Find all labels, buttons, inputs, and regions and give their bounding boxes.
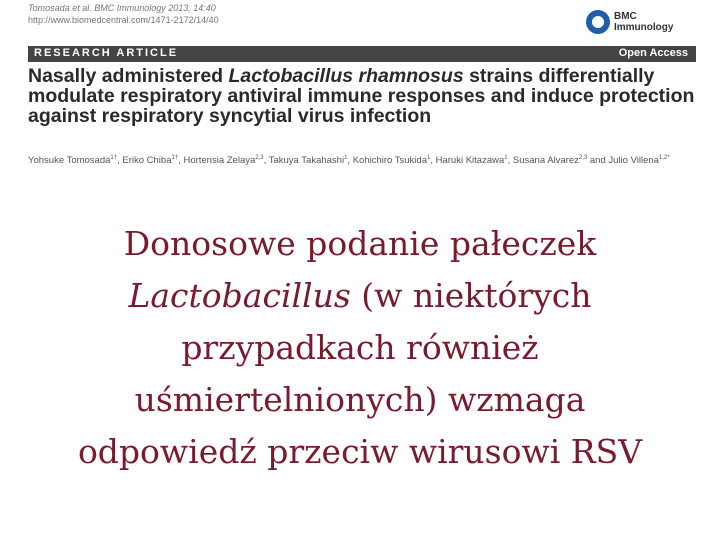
caption-line-4: uśmiertelnionych) wzmaga [134, 380, 586, 419]
author-name: Yohsuke Tomosada [28, 155, 111, 167]
author-affiliation: 1 [427, 155, 431, 161]
research-article-label: RESEARCH ARTICLE [34, 47, 179, 59]
author [122, 155, 178, 166]
bmc-immunology-logo [586, 8, 696, 42]
author-affiliation: 1† [171, 155, 179, 161]
author-name: Eriko Chiba [122, 155, 172, 167]
citation-url: http://www.biomedcentral.com/1471-2172/14/40 [28, 15, 219, 25]
citation-text: Tomosada et al. BMC Immunology 2013, 14:40 [28, 3, 216, 13]
caption-line-2 [20, 270, 700, 322]
author [436, 155, 508, 166]
author-affiliation: 2,3 [255, 155, 264, 161]
article-header-image [20, 0, 700, 178]
author [183, 155, 263, 166]
title-part2: strains differentially modulate respiratory antiviral immune responses and induce protection against respiratory syncytial virus infection [28, 65, 695, 127]
author-name: Kohichiro Tsukida [352, 155, 427, 167]
logo-line2: Immunology [614, 22, 674, 33]
logo-line1: BMC [614, 11, 637, 22]
author [269, 155, 348, 166]
author-name: Haruki Kitazawa [435, 155, 505, 167]
title-part1: Nasally administered [28, 65, 229, 87]
author-affiliation: 1,2* [658, 155, 670, 161]
caption-italic-genus: Lactobacillus [128, 276, 351, 315]
logo-text [614, 11, 694, 33]
citation [28, 2, 219, 26]
caption-line-3: przypadkach również [181, 328, 539, 367]
author-affiliation: 1 [344, 155, 348, 161]
author-affiliation: 1 [504, 155, 508, 161]
author [353, 155, 431, 166]
author-affiliation: 1† [110, 155, 118, 161]
caption-line-1: Donosowe podanie pałeczek [123, 224, 597, 263]
author-name: Julio Villena [608, 155, 659, 167]
slide-caption [20, 218, 700, 478]
author [608, 155, 669, 166]
author-list: Yohsuke Tomosada$^{1\dagger}$, Eriko Chiba$^{1\dagger}$, Hortensia Zelaya$^{2,3}$, Takuya Takahashi$^1$, Kohichiro Tsukida$^1$, Haruki Kitazawa$^1$, Susana Alvarez$^{2,3}$ and Julio Villena$^{1,2*}$ [28, 155, 670, 167]
author-name: Takuya Takahashi [268, 155, 345, 167]
article-title [28, 66, 700, 126]
bmc-logo-icon [586, 10, 610, 34]
author [513, 155, 587, 166]
open-access-label: Open Access [618, 47, 688, 59]
author-name: Hortensia Zelaya [183, 155, 256, 167]
author-name: Susana Alvarez [512, 155, 579, 167]
author [28, 155, 117, 166]
article-type-banner [28, 46, 696, 62]
caption-line-5: odpowiedź przeciw wirusowi RSV [77, 432, 643, 471]
caption-line-2-rest: (w niektórych [350, 276, 592, 315]
title-italic: Lactobacillus rhamnosus [228, 65, 464, 87]
author-affiliation: 2,3 [578, 155, 588, 161]
